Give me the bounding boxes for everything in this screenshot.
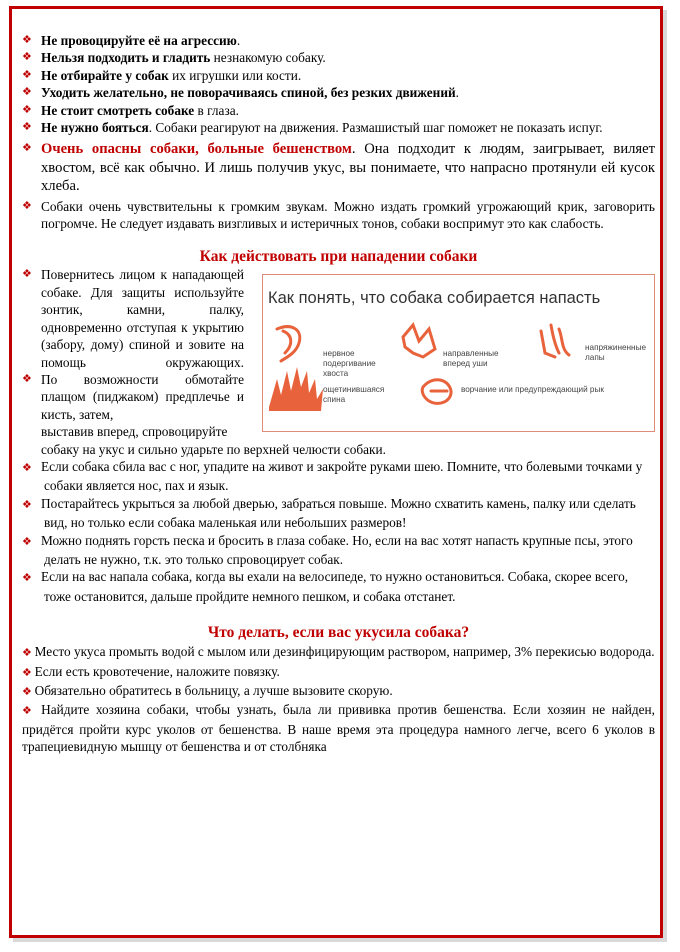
list-item <box>22 663 655 682</box>
figure-label-ears: направленные вперед уши <box>443 349 499 369</box>
list-item-bold: Не стоит смотреть собаке <box>41 102 195 118</box>
list-item-text: Место укуса промыть водой с мылом или дезинфицирующим раствором, например, 3% перекисью водорода. <box>34 644 655 660</box>
list-item-text: Можно поднять горсть песка и бросить в глаза собаке. Но, если на вас хотят напасть крупные псы, этого делать не нужно, т.к. это только спровоцирует собак. <box>41 532 633 567</box>
section-heading-bite: Что делать, если вас укусила собака? <box>207 624 470 642</box>
list-item-text: Обязательно обратитесь в больницу, а лучше вызовите скорую. <box>34 683 393 698</box>
list-item-bold: Нельзя подходить и гладить <box>41 50 211 66</box>
list-item-text: Если на вас напала собака, когда вы ехали на велосипеде, то нужно остановиться. Собака, скорее всего, тоже остановится, дальше пройдите немного пешком, и собака отстанет. <box>41 569 629 604</box>
list-item-text: Найдите хозяина собаки, чтобы узнать, была ли прививка против бешенства. Если хозяин не найден, придётся пройти курс уколов от бешенства. В наше время эта процедура намного легче, всего 6 уколов в трапециевидную мышцу от бешенства и от столбняка <box>22 702 655 755</box>
figure-label-paws: напряжиненные лапы <box>585 343 647 363</box>
list-item <box>22 67 655 84</box>
list-item <box>22 49 655 66</box>
figure-label-back: ощетинившаяся спина <box>323 385 385 405</box>
top-list <box>22 32 655 232</box>
list-item <box>22 32 655 49</box>
list-item-bold: Не провоцируйте её на агрессию <box>41 33 237 48</box>
bullet-icon: ❖ <box>22 686 35 698</box>
loud-sounds-text: Собаки очень чувствительны к громким звукам. Можно издать громкий угрожающий крик, заговорить погромче. Не следует издавать визгливых и истеричных тонов, собаки воспримут это как слабость. <box>41 198 655 232</box>
rabies-item <box>22 140 655 195</box>
list-item-bold: Не нужно бояться <box>41 120 149 136</box>
list-item <box>22 682 655 701</box>
bullet-icon: ❖ <box>22 461 32 474</box>
bullet-icon: ❖ <box>22 498 32 511</box>
list-item <box>22 266 655 370</box>
list-item <box>22 119 655 136</box>
list-item <box>22 701 655 755</box>
bullet-icon: ❖ <box>22 705 42 718</box>
list-item-text: По возможности обмотайте плащом (пиджаком) предплечье и кисть, затем, <box>41 371 244 422</box>
list-item-text: Повернитесь лицом к нападающей собаке. Для защиты используйте зонтик, камни, палку, одновременно отступая к укрытию (забору, дому) спиной и зовите на помощь окружающих. <box>41 267 244 370</box>
bullet-icon: ❖ <box>22 647 35 660</box>
list-item <box>22 532 655 569</box>
list-item-text: . Собаки реагируют на движения. Размашистый шаг поможет не показать испуг. <box>148 120 603 136</box>
list-item <box>22 102 655 119</box>
rabies-text: . Она подходит к людям, заигрывает, виляет хвостом, всё как обычно. И лишь получив укус, вы понимаете, что напрасно протянули ей кусок хлеба. <box>41 141 655 195</box>
figure-title: Как понять, что собака собирается напасть <box>268 289 601 308</box>
list-item-text: . <box>455 85 459 101</box>
list-item <box>22 643 655 662</box>
figure-label-tail: нервное подергивание хвоста <box>323 349 376 379</box>
bullet-icon: ❖ <box>22 535 32 548</box>
document-body <box>22 32 655 756</box>
bullet-icon: ❖ <box>22 572 32 585</box>
list-item-bold: Не отбирайте у собак <box>41 67 169 83</box>
list-item-text: Если есть кровотечение, наложите повязку. <box>34 663 280 679</box>
list-item-text: Постарайтесь укрыться за любой дверью, забраться повыше. Можно схватить камень, палку или сделать вид, но только если собака маленькая или небольших размеров! <box>41 495 636 531</box>
bullet-icon: ❖ <box>22 666 35 679</box>
list-item <box>22 371 655 423</box>
attack-section <box>22 266 655 605</box>
list-item-bold: Уходить желательно, не поворачиваясь спиной, без резких движений <box>41 85 456 101</box>
rabies-lead: Очень опасны собаки, больные бешенством <box>41 141 352 158</box>
loud-sounds-item <box>22 198 655 233</box>
figure-label-growl: ворчание или предупреждающий рык <box>461 385 604 395</box>
list-item <box>22 458 655 495</box>
list-item-continuation: выставив вперед, спровоцируйте собаку на укус и сильно ударьте по верхней челюсти собаки. <box>41 424 386 457</box>
list-item-text: незнакомую собаку. <box>210 50 326 66</box>
list-item <box>22 495 655 532</box>
list-item-text: Если собака сбила вас с ног, упадите на живот и закройте руками шею. Помните, что болевыми точками у собаки является нос, пах и язык. <box>41 458 643 494</box>
list-item-text: их игрушки или кости. <box>168 67 302 83</box>
list-item-text: . <box>236 33 241 48</box>
list-item-text: в глаза. <box>194 102 239 118</box>
bite-section <box>22 643 655 755</box>
list-item <box>22 568 655 605</box>
list-item <box>22 84 655 101</box>
section-heading-attack: Как действовать при нападении собаки <box>199 248 478 266</box>
